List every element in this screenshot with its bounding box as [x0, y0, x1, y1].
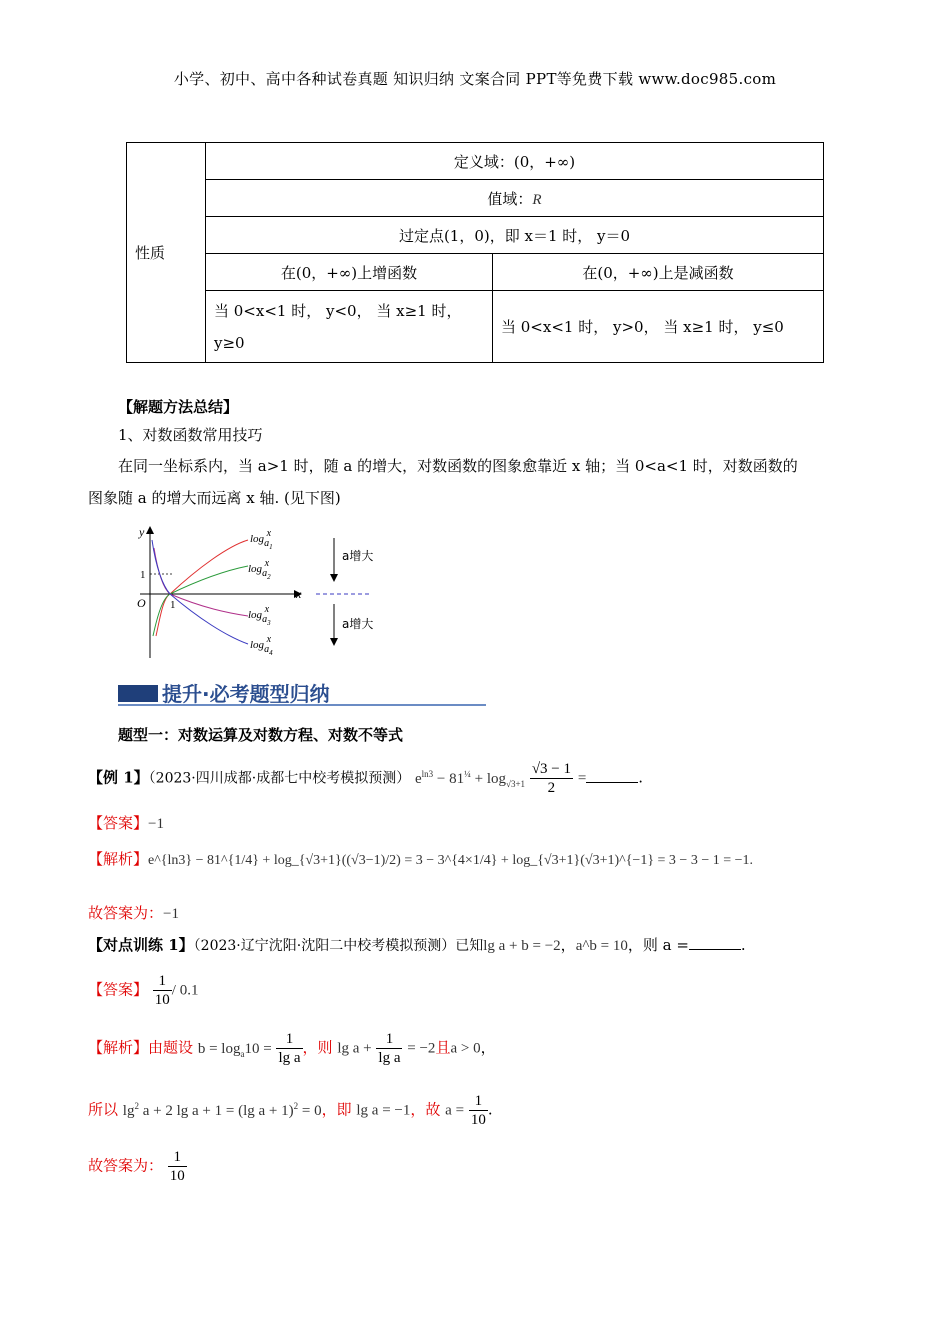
practice1-answer-alt: / 0.1 [171, 982, 199, 999]
practice1-analysis-lead: 由题设 [148, 1038, 194, 1057]
example1-final [88, 902, 179, 923]
page-header: 小学、初中、高中各种试卷真题 知识归纳 文案合同 PPT等免费下载 www.doc985.com [173, 70, 777, 88]
increasing-detail: 当 0<x<1 时， y<0， 当 x≥1 时， y≥0 [206, 291, 493, 363]
curve-label-a1: loga$_1$x [250, 528, 273, 551]
curve-a1 [156, 540, 248, 636]
practice1-final-tag: 故答案为： [88, 1156, 164, 1175]
practice1-blank [689, 935, 741, 950]
practice1-question: 【对点训练 1】（2023·辽宁沈阳·沈阳二中校考模拟预测）已知lg a + b = −2，a^b = 10，则 a = . [88, 936, 746, 954]
range-cell [206, 180, 824, 217]
example1-analysis-tag: 【解析】 [88, 850, 149, 868]
range-label: 值域： [487, 189, 533, 208]
range-value: R [532, 191, 542, 208]
arrow-top-label: a增大 [342, 549, 374, 563]
curve-a4 [152, 540, 248, 644]
practice1-analysis-tag: 【解析】 [88, 1038, 149, 1057]
y-axis-label: y [139, 525, 145, 539]
example1-fraction: $\frac{√3 - 1}{2}$ [531, 761, 572, 796]
practice1-ask: ，则 a = [627, 936, 689, 954]
y-tick-one: 1 [140, 569, 146, 581]
practice1-and: 且 [435, 1038, 451, 1057]
practice1-answer-fraction: $\frac{1}{10}$ [154, 973, 170, 1008]
summary-item-1: 1、对数函数常用技巧 [118, 426, 263, 444]
fixed-point-cell: 过定点(1，0)，即 x＝1 时， y＝0 [206, 217, 824, 254]
example1-answer-tag: 【答案】 [88, 814, 149, 832]
practice1-final [88, 1148, 187, 1185]
summary-para-line2: 图象随 a 的增大而远离 x 轴. (见下图) [88, 489, 341, 507]
practice1-therefore: ，故 [410, 1100, 441, 1119]
practice1-answer [88, 972, 198, 1009]
example1-tag: 【例 1】 [88, 768, 149, 787]
practice1-final-fraction: $\frac{1}{10}$ [169, 1149, 185, 1184]
example1-answer-value: −1 [148, 816, 164, 832]
example1-blank [586, 768, 638, 783]
practice1-source: （2023·辽宁沈阳·沈阳二中校考模拟预测）已知 [193, 938, 484, 954]
section-banner-title: 提升·必考题型归纳 [162, 682, 330, 706]
curve-label-a3: loga$_3$x [248, 604, 271, 627]
row-label: 性质 [127, 143, 206, 363]
example1-expr: $e^{ln3} - 81^{\frac{1}{4}} + \log_{√3+1}$ [414, 768, 526, 789]
x-tick-one: 1 [170, 599, 176, 611]
practice1-so: 所以 [88, 1100, 119, 1119]
origin-label: O [137, 596, 146, 610]
practice1-then: ，则 [302, 1038, 333, 1057]
practice1-analysis-2: 所以 $\lg^2 a + 2$ lg a + 1 = (lg a + 1)$^2$ = 0，即 lg a = −1，故 a = $\frac{1}{10}$ . [88, 1093, 493, 1128]
increasing-cell: 在(0，+∞)上增函数 [206, 254, 493, 291]
section-banner-bar [118, 685, 158, 702]
type1-heading: 题型一：对数运算及对数方程、对数不等式 [118, 726, 404, 744]
example1-analysis-expr: e^{ln3} − 81^{1/4} + log_{√3+1}((√3−1)/2) = 3 − 3^{4×1/4} + log_{√3+1}(√3+1)^{−1} = 3 − 3 − 1 = −1. [148, 853, 754, 868]
domain-cell: 定义域：(0，+∞) [206, 143, 824, 180]
practice1-tag: 【对点训练 1】 [88, 936, 194, 954]
example1-source: （2023·四川成都·成都七中校考模拟预测） [148, 770, 411, 787]
example1-answer [88, 812, 164, 833]
decreasing-detail: 当 0<x<1 时， y>0， 当 x≥1 时， y≤0 [493, 291, 824, 363]
curve-label-a2: loga$_2$x [248, 558, 271, 581]
practice1-ie: ，即 [321, 1100, 352, 1119]
curve-a2 [153, 566, 248, 636]
properties-table [126, 142, 824, 363]
practice1-cond2: a^b = 10 [575, 938, 628, 954]
log-curves-graph [118, 518, 388, 663]
example1-final-tag: 故答案为： [88, 904, 164, 922]
arrow-bottom-label: a增大 [342, 617, 374, 631]
example1-question: 【例 1】（2023·四川成都·成都七中校考模拟预测） $e^{ln3} - 81^{\frac{1}{4}} + \log_{√3+1}$ $\frac{√3 - 1}{2}$ = . [88, 761, 644, 796]
summary-heading: 【解题方法总结】 [118, 398, 239, 416]
curve-a3 [154, 548, 248, 616]
curve-label-a4: loga$_4$x [250, 634, 273, 657]
decreasing-cell: 在(0，+∞)上是减函数 [493, 254, 824, 291]
summary-para-line1: 在同一坐标系内，当 a>1 时，随 a 的增大，对数函数的图象愈靠近 x 轴；当 0<a<1 时，对数函数的 [118, 457, 798, 475]
practice1-cond1: lg a + b = −2 [483, 938, 561, 954]
x-axis-label: x [296, 587, 302, 601]
example1-final-value: −1 [163, 906, 179, 922]
practice1-analysis: 【解析】由题设 $b = \log_a10$ = $\frac{1}{\text{lg a}}$ ，则 lg a + $\frac{1}{\text{lg a}}$ = −2且a > 0， [88, 1031, 496, 1066]
practice1-answer-tag: 【答案】 [88, 980, 149, 999]
example1-analysis [88, 848, 753, 872]
